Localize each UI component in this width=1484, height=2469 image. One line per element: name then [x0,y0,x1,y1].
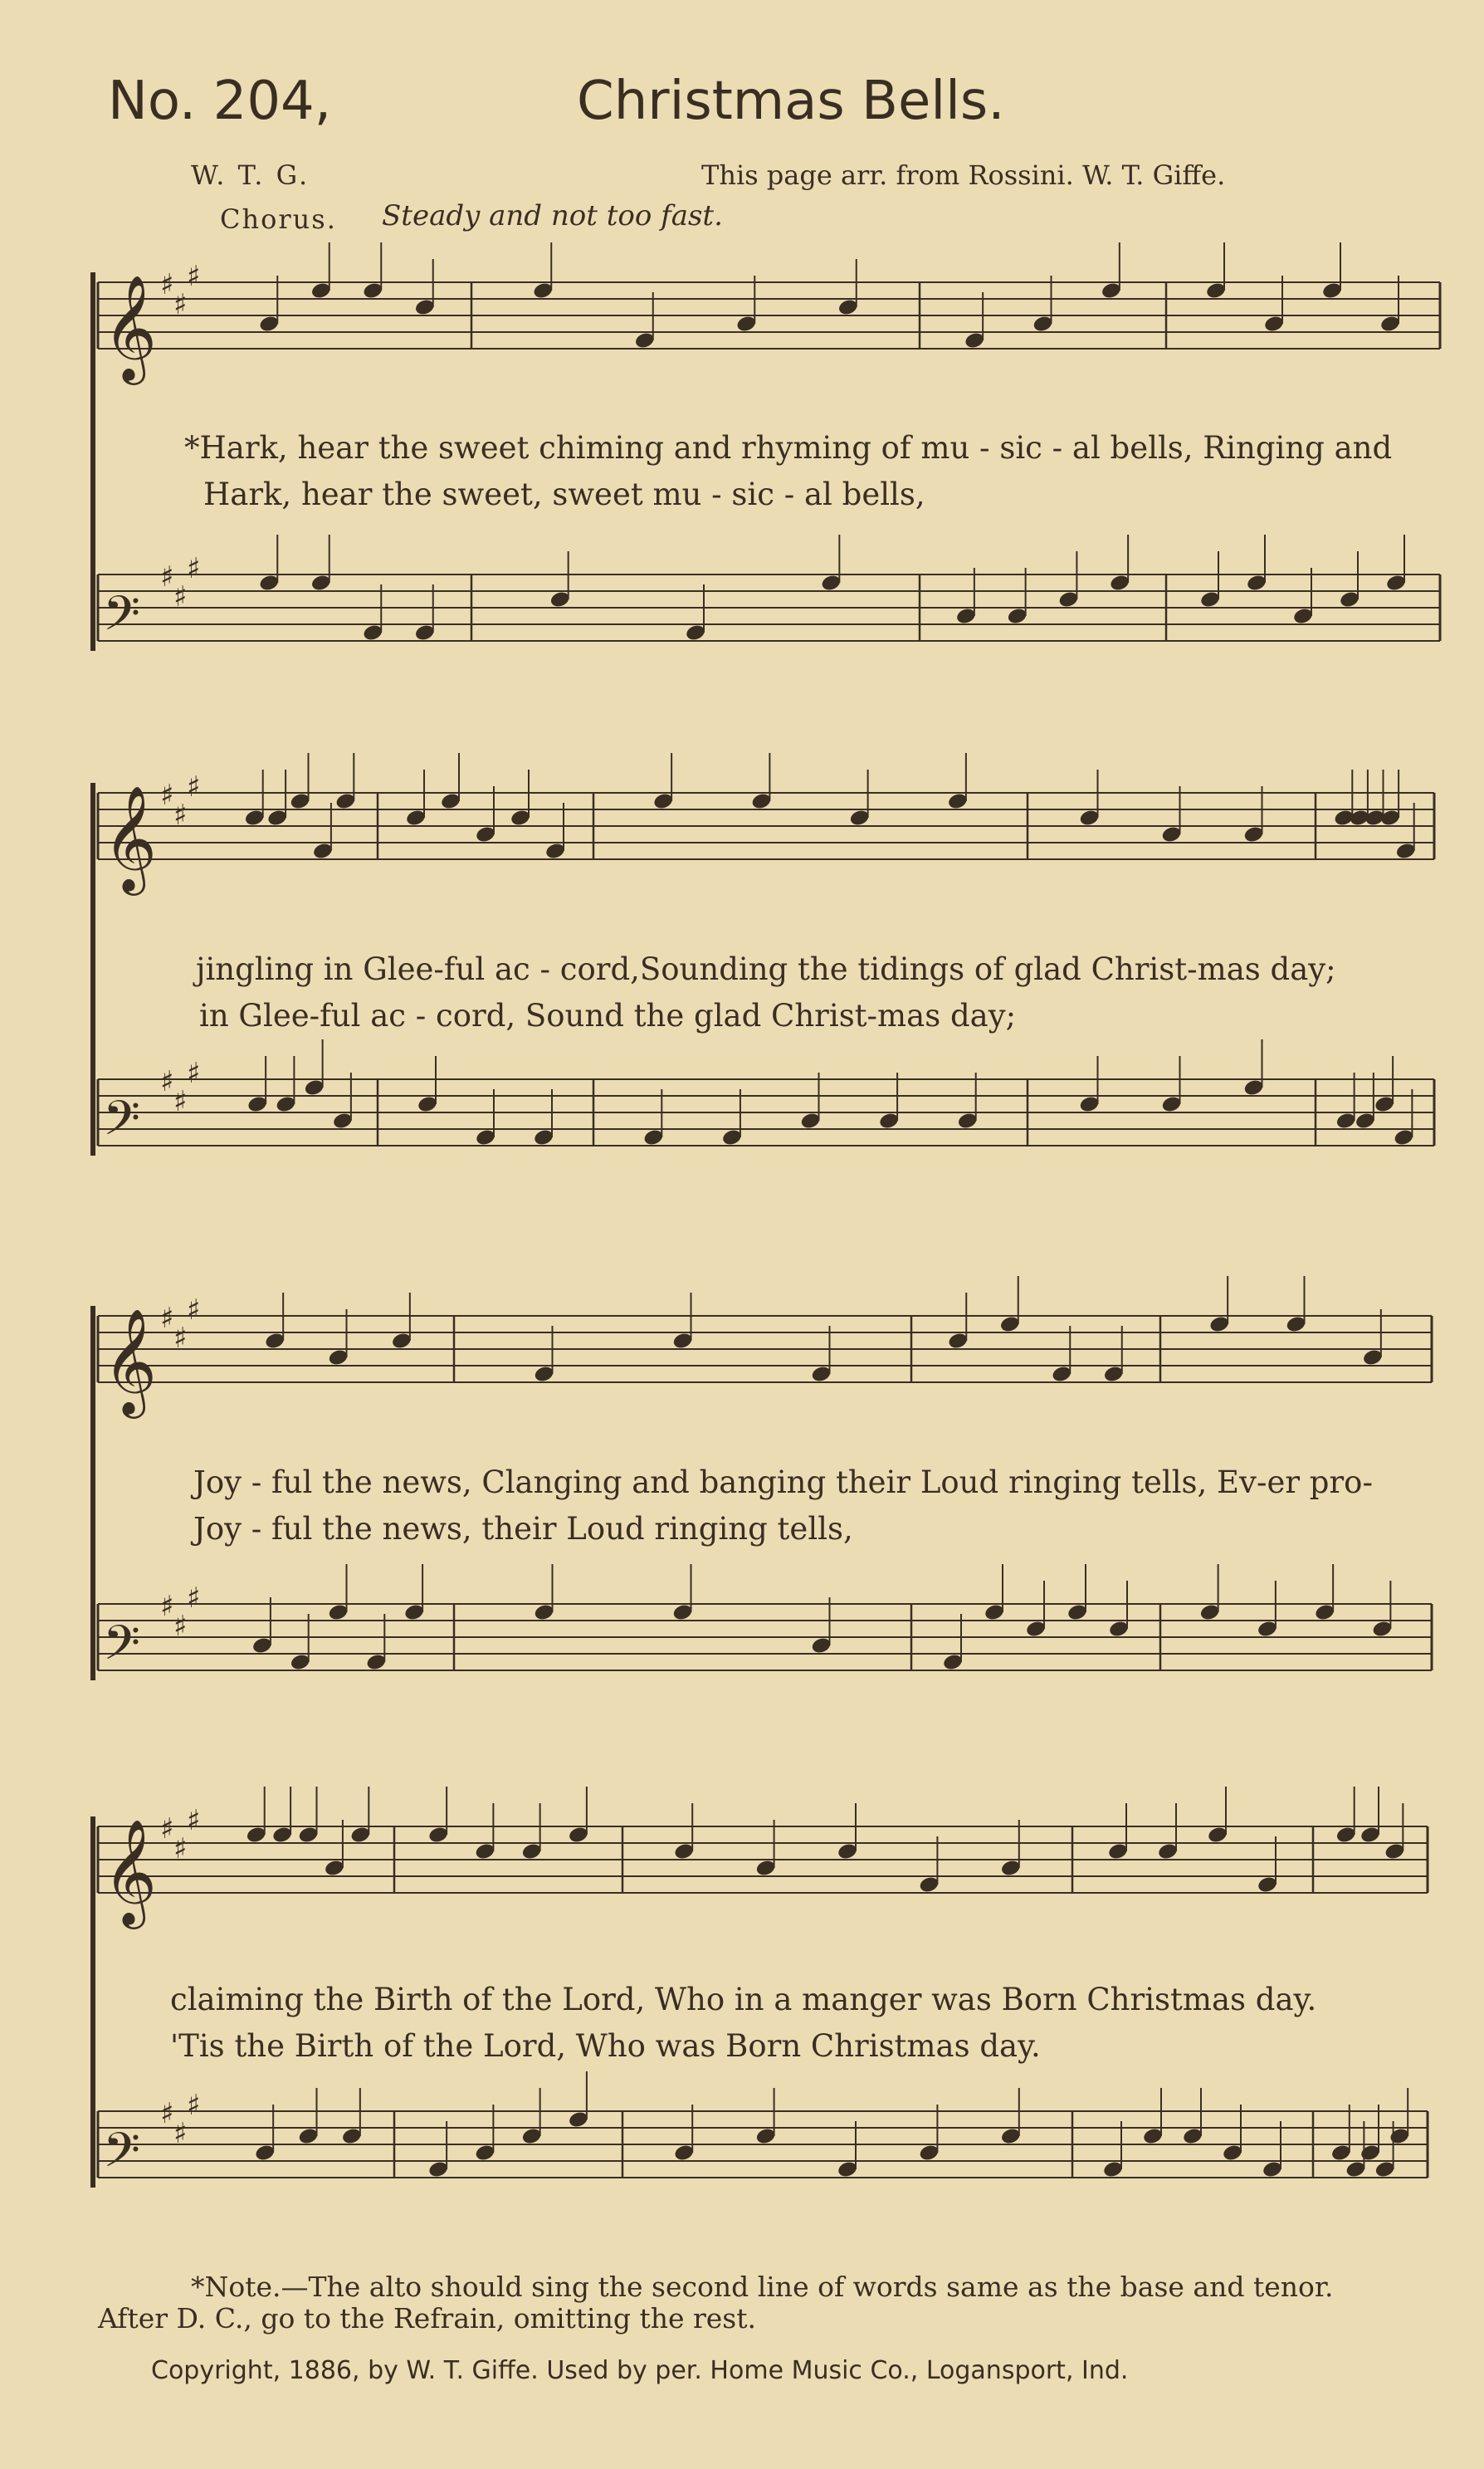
section-label: Chorus. [220,203,337,235]
bass-clef: 𝄢 [103,585,141,653]
lyric-line-verse: *Hark, hear the sweet chiming and rhyming of mu - sic - al bells, Ringing and [184,430,1393,466]
sharp-sign: ♯ [187,1293,201,1327]
lyricist-credit: W. T. G. [191,159,310,191]
treble-clef: 𝄞 [103,785,158,891]
sharp-sign: ♯ [160,2097,174,2130]
lyric-line-alto: Hark, hear the sweet, sweet mu - sic - al bells, [203,477,925,512]
treble-clef: 𝄞 [103,1818,158,1924]
footnote: *Note.—The alto should sing the second line of words same as the base and tenor. [191,2271,1334,2303]
sharp-sign: ♯ [187,1057,201,1090]
sharp-sign: ♯ [173,2117,188,2150]
lyric-line-alto: 'Tis the Birth of the Lord, Who was Born Christmas day. [170,2028,1041,2064]
sharp-sign: ♯ [160,560,174,594]
sharp-sign: ♯ [173,1610,188,1643]
hymn-title: Christmas Bells. [577,71,1005,132]
sharp-sign: ♯ [160,1590,174,1623]
lyric-line-verse: jingling in Glee-ful ac - cord,Sounding the tidings of glad Christ-mas day; [196,951,1336,987]
bass-clef: 𝄢 [103,1090,141,1158]
sharp-sign: ♯ [187,770,201,804]
sharp-sign: ♯ [173,580,188,614]
sharp-sign: ♯ [173,1085,188,1118]
sharp-sign: ♯ [187,2089,201,2122]
sharp-sign: ♯ [160,779,174,812]
bass-clef: 𝄢 [103,1615,141,1683]
sharp-sign: ♯ [173,1322,188,1355]
lyric-line-alto: in Glee-ful ac - cord, Sound the glad Christ-mas day; [199,998,1017,1034]
copyright-notice: Copyright, 1886, by W. T. Giffe. Used by per. Home Music Co., Logansport, Ind. [151,2356,1129,2385]
sharp-sign: ♯ [187,552,201,585]
sharp-sign: ♯ [173,288,188,321]
dc-instruction: After D. C., go to the Refrain, omitting the rest. [98,2302,756,2335]
arrangement-credit: This page arr. from Rossini. W. T. Giffe. [701,159,1226,191]
sharp-sign: ♯ [160,1302,174,1335]
tempo-marking: Steady and not too fast. [382,199,723,232]
lyric-line-verse: claiming the Birth of the Lord, Who in a manger was Born Christmas day. [170,1982,1317,2017]
treble-clef: 𝄞 [103,274,158,380]
sharp-sign: ♯ [160,1812,174,1846]
lyric-line-verse: Joy - ful the news, Clanging and banging their Loud ringing tells, Ev-er pro- [193,1464,1373,1500]
treble-clef: 𝄞 [103,1308,158,1414]
sharp-sign: ♯ [187,1804,201,1837]
hymn-number: No. 204, [108,71,332,132]
sharp-sign: ♯ [160,1065,174,1098]
sharp-sign: ♯ [173,1832,188,1865]
sharp-sign: ♯ [187,1582,201,1615]
sharp-sign: ♯ [187,260,201,293]
bass-clef: 𝄢 [103,2122,141,2190]
lyric-line-alto: Joy - ful the news, their Loud ringing tells, [193,1511,853,1547]
sharp-sign: ♯ [160,268,174,301]
sharp-sign: ♯ [173,799,188,832]
